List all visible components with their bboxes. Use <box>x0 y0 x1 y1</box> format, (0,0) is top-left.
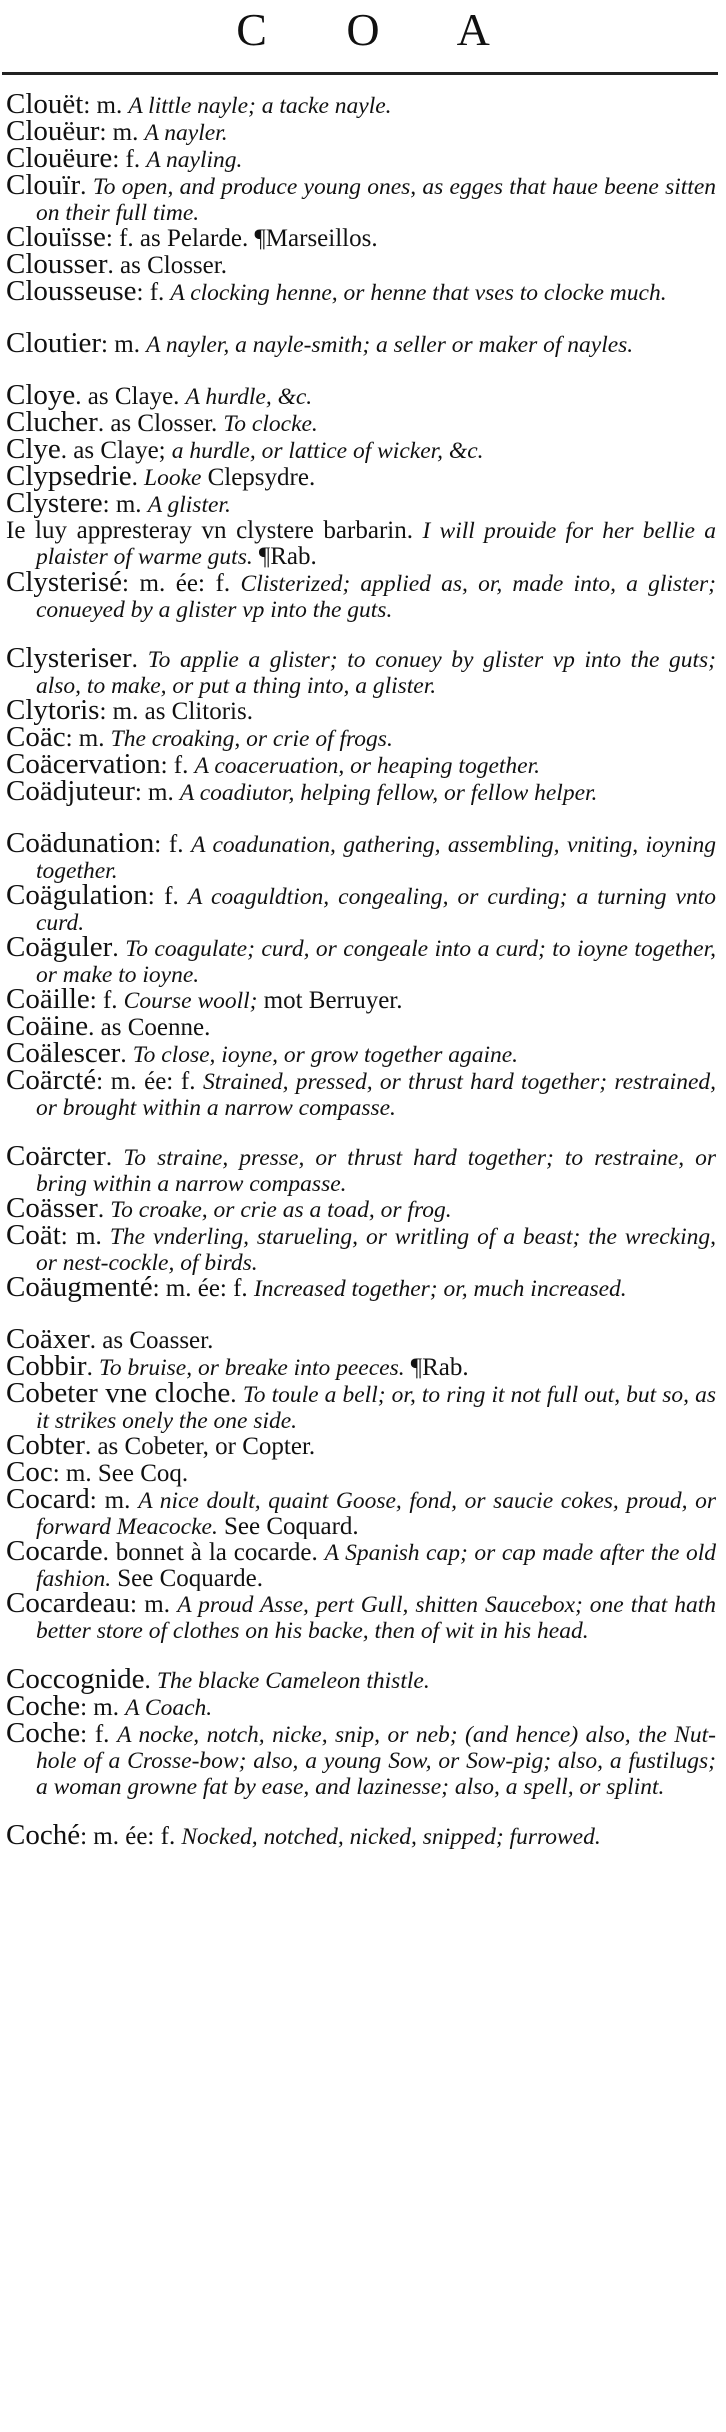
entry <box>6 1196 716 1223</box>
grammar: : f. <box>89 987 118 1014</box>
gloss: A Spanish cap; or cap made after the old fashion. <box>36 1540 716 1591</box>
headword: Coccognide <box>6 1667 145 1694</box>
entry <box>6 935 716 987</box>
entry <box>6 1460 716 1487</box>
headword: Cobbir <box>6 1354 87 1381</box>
entry <box>6 1223 716 1275</box>
entry <box>6 1823 716 1875</box>
headword: Clye <box>6 437 61 464</box>
headword: Clysterisé <box>6 570 122 598</box>
headword: Clouëure <box>6 146 113 173</box>
header-rule <box>2 72 718 75</box>
headword: Coässer <box>6 1196 98 1223</box>
headword: Coäine <box>6 1014 89 1041</box>
grammar: . <box>131 464 138 491</box>
gloss: A Coach. <box>125 1695 213 1721</box>
grammar: . <box>105 1144 113 1171</box>
headword: Coäc <box>6 725 66 752</box>
gloss: A proud Asse, pert Gull, shitten Saucebox; one that hath better store of clothes on his backe, then of wit in his head. <box>36 1592 716 1644</box>
entry <box>6 225 716 252</box>
headword: Coät <box>6 1223 61 1251</box>
entry <box>6 383 716 410</box>
headword: Coche <box>6 1721 81 1749</box>
entry <box>6 698 716 725</box>
grammar: . as Claye. <box>75 383 180 410</box>
headword: Coäxer <box>6 1327 90 1354</box>
grammar: : m. ée: f. <box>122 570 231 597</box>
grammar: . <box>80 173 87 200</box>
grammar: : m. as Clitoris. <box>99 698 253 725</box>
gloss: To toule a bell; or, to ring it not full out, but so, as it strikes onely the one side. <box>36 1382 716 1433</box>
headword: Cloye <box>6 383 76 410</box>
entry <box>6 119 716 146</box>
entry <box>6 1487 716 1539</box>
entry <box>6 1721 716 1823</box>
grammar: . as Cobeter, or Copter. <box>84 1433 316 1460</box>
grammar: : m. <box>83 92 123 119</box>
gloss: A hurdle, &c. <box>185 384 313 410</box>
grammar: : f. <box>147 883 179 910</box>
headword: Coälescer <box>6 1041 121 1068</box>
gloss: A coadiutor, helping fellow, or fellow helper. <box>179 780 598 806</box>
entry <box>6 1433 716 1460</box>
gloss: The vnderling, starueling, or writling of a beast; the wrecking, or nest-cockle, of birds. <box>36 1224 716 1275</box>
headword: Coäugmenté <box>6 1275 153 1303</box>
headword: Clouïr <box>6 173 81 201</box>
gloss: To bruise, or breake into peeces. <box>98 1355 405 1381</box>
entry <box>6 1275 716 1327</box>
grammar: : m. <box>134 779 174 806</box>
gloss: Nocked, notched, nicked, snipped; furrowed. <box>181 1824 601 1850</box>
headword: Clytoris <box>6 698 100 725</box>
gloss: To close, ioyne, or grow together againe. <box>132 1042 519 1068</box>
headword: Clousser <box>6 252 108 279</box>
entry <box>6 92 716 119</box>
headword: Coädunation <box>6 831 155 859</box>
gloss: A nice doult, quaint Goose, fond, or saucie cokes, proud, or forward Meacocke. <box>36 1488 716 1539</box>
entry <box>6 1667 716 1694</box>
headword: Coc <box>6 1460 53 1487</box>
headword: Clouïsse <box>6 225 106 252</box>
gloss: A nayler. <box>144 120 228 146</box>
gloss: Looke <box>144 465 202 491</box>
grammar: : f. <box>154 831 184 858</box>
gloss: A little nayle; a tacke nayle. <box>128 93 392 119</box>
example-phrase: Ie luy appresteray vn clystere barbarin. <box>6 518 413 544</box>
gloss: A coaguldtion, congealing, or curding; a turning vnto curd. <box>36 884 716 935</box>
gloss: To straine, presse, or thrust hard together; to restraine, or bring within a narrow compasse. <box>36 1145 716 1196</box>
entry <box>6 1694 716 1721</box>
grammar: : m. <box>89 1487 131 1514</box>
grammar: . as Coasser. <box>89 1327 214 1354</box>
running-head: C O A <box>236 4 524 55</box>
cross-reference: Clepsydre. <box>207 464 316 491</box>
headword: Coché <box>6 1823 81 1851</box>
entry <box>6 331 716 383</box>
grammar: : m. <box>101 331 140 358</box>
gloss: A coaceruation, or heaping together. <box>194 753 541 779</box>
grammar: . as Closser. <box>107 252 227 279</box>
gloss: To applie a glister; to conuey by glister vp into the guts; also, to make, or put a thing into, a glister. <box>36 647 716 698</box>
grammar: : m. <box>60 1223 102 1250</box>
grammar: . <box>230 1381 237 1408</box>
grammar: : f. <box>112 146 141 173</box>
headword: Cocard <box>6 1487 90 1515</box>
grammar: . <box>97 1196 105 1223</box>
grammar: : m. ée: f. <box>80 1823 176 1850</box>
headword: Coäille <box>6 987 90 1014</box>
grammar: : f. as Pelarde. ¶Marseillos. <box>105 225 378 252</box>
gloss: To coagulate; curd, or congeale into a curd; to ioyne together, or make to ioyne. <box>36 936 716 987</box>
headword: Coägulation <box>6 883 148 911</box>
headword: Cobter <box>6 1433 85 1460</box>
grammar: : m. ée: f. <box>152 1275 248 1302</box>
gloss: A nocke, notch, nicke, snip, or neb; (and hence) also, the Nut-hole of a Crosse-bow; also, a young Sow, or Sow-pig; also, a fustilugs; a woman growne fat by ease, and lazinesse; also, a spell, or splint. <box>36 1722 716 1800</box>
entry <box>6 1539 716 1591</box>
grammar: . <box>86 1354 93 1381</box>
grammar: . <box>112 935 119 962</box>
entry <box>6 646 716 698</box>
entry <box>6 1591 716 1667</box>
gloss: A nayler, a nayle-smith; a seller or maker of nayles. <box>146 332 634 358</box>
headword: Cocardeau <box>6 1591 130 1619</box>
entry <box>6 883 716 935</box>
grammar: : m. ée: f. <box>96 1068 196 1095</box>
grammar: . <box>131 646 138 673</box>
entry <box>6 279 716 331</box>
grammar: : f. <box>160 752 189 779</box>
gloss: A clocking henne, or henne that vses to clocke much. <box>170 280 667 306</box>
grammar: : f. <box>80 1721 110 1748</box>
source-note: ¶Rab. <box>410 1354 469 1381</box>
headword: Cocarde <box>6 1539 103 1567</box>
headword: Clysteriser <box>6 646 132 674</box>
grammar: . bonnet à la cocarde. <box>102 1539 318 1566</box>
headword: Coädjuteur <box>6 779 135 807</box>
entry <box>6 779 716 831</box>
headword: Cloutier <box>6 331 102 359</box>
headword: Clouëur <box>6 119 100 146</box>
gloss: A coadunation, gathering, assembling, vniting, ioyning together. <box>36 832 716 883</box>
headword: Cobeter vne cloche <box>6 1381 231 1409</box>
headword: Coäguler <box>6 935 113 963</box>
entry <box>6 1144 716 1196</box>
gloss: Course wooll; <box>123 988 258 1014</box>
grammar: . as Claye; <box>60 437 166 464</box>
entry <box>6 1381 716 1433</box>
gloss: Increased together; or, much increased. <box>253 1276 627 1302</box>
headword: Clystere <box>6 491 103 518</box>
entry <box>6 252 716 279</box>
entry <box>6 491 716 518</box>
entry <box>6 173 716 225</box>
entry <box>6 518 716 570</box>
gloss: a hurdle, or lattice of wicker, &c. <box>171 438 484 464</box>
gloss: A nayling. <box>146 147 243 173</box>
headword: Coärcté <box>6 1068 97 1096</box>
entry <box>6 464 716 491</box>
gloss: The blacke Cameleon thistle. <box>156 1668 430 1694</box>
cross-reference: See Coquard. <box>223 1513 359 1539</box>
grammar: : f. <box>136 279 165 306</box>
entry <box>6 570 716 646</box>
gloss: Clisterized; applied as, or, made into, a glister; conueyed by a glister vp into the guts. <box>36 571 716 623</box>
grammar: . <box>144 1667 151 1694</box>
entry <box>6 1068 716 1144</box>
entry <box>6 1354 716 1381</box>
gloss: The croaking, or crie of frogs. <box>110 726 393 752</box>
grammar: : m. <box>65 725 105 752</box>
entry <box>6 146 716 173</box>
entry <box>6 1327 716 1354</box>
entry <box>6 1041 716 1068</box>
gloss: To croake, or crie as a toad, or frog. <box>110 1197 452 1223</box>
gloss: To open, and produce young ones, as egges that haue beene sitten on their full time. <box>36 174 716 225</box>
entry <box>6 410 716 437</box>
cross-reference: See Coquarde. <box>117 1565 264 1591</box>
dialect-note: mot Berruyer. <box>263 987 403 1014</box>
entry <box>6 987 716 1014</box>
headword: Coäcervation <box>6 752 161 779</box>
grammar: : m. <box>102 491 142 518</box>
entry <box>6 437 716 464</box>
headword: Clousseuse <box>6 279 137 307</box>
entries-column <box>6 92 716 1875</box>
entry <box>6 1014 716 1041</box>
grammar: : m. <box>80 1694 119 1721</box>
gloss: I will prouide for her bellie a plaister of warme guts. <box>36 518 716 570</box>
source-note: ¶Rab. <box>258 543 317 570</box>
grammar: : m. <box>99 119 139 146</box>
entry <box>6 752 716 779</box>
grammar: . as Coenne. <box>88 1014 211 1041</box>
headword: Clucher <box>6 410 98 437</box>
entry <box>6 831 716 883</box>
grammar: : m. <box>130 1591 170 1618</box>
gloss: Strained, pressed, or thrust hard together; restrained, or brought within a narrow compasse. <box>36 1069 716 1121</box>
grammar: . <box>120 1041 127 1068</box>
headword: Coche <box>6 1694 81 1721</box>
gloss: A glister. <box>147 492 231 518</box>
entry <box>6 725 716 752</box>
gloss: To clocke. <box>223 411 318 437</box>
headword: Clypsedrie <box>6 464 132 491</box>
headword: Coärcter <box>6 1144 106 1172</box>
grammar: . as Closser. <box>97 410 218 437</box>
headword: Clouët <box>6 92 84 119</box>
grammar: : m. See Coq. <box>52 1460 189 1487</box>
